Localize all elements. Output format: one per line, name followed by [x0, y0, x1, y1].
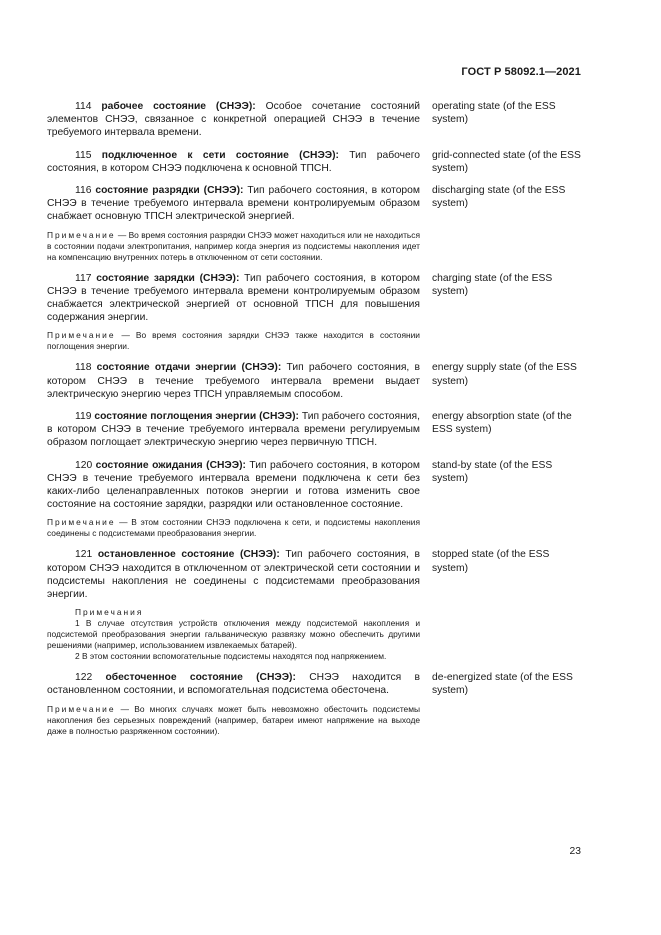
term-number: 118 [75, 362, 92, 374]
term-definition: СНЭЭ находится в остановленном состоянии, и вспомогательная подсистема обесточена. [47, 672, 420, 697]
term-note [47, 704, 420, 737]
term-entry-115 [47, 149, 587, 175]
term-entry-121 [47, 548, 587, 662]
term-text [47, 459, 420, 512]
term-english: stand-by state (of the ESS system) [432, 459, 553, 484]
standard-number: ГОСТ Р 58092.1—2021 [461, 66, 581, 78]
term-definition: Тип рабочего состояния, в котором СНЭЭ в течение требуемого интервала времени выдает электрическую энергию через ТПСН управляемым способом. [47, 362, 420, 400]
note-label: Примечание [47, 517, 116, 528]
term-definition: Тип рабочего состояния, в котором СНЭЭ в течение требуемого интервала времени контролируемым образом снабжается электрической энергией от основной ТПСН для повышения содержания энергии. [47, 272, 420, 324]
term-russian [47, 410, 420, 450]
term-english: operating state (of the ESS system) [432, 101, 556, 126]
term-definition: Особое сочетание состояний элементов СНЭЭ, связанное с конкретной операцией СНЭЭ в течение требуемого интервала времени. [47, 101, 421, 139]
term-note [47, 230, 420, 263]
note-text: — Во многих случаях может быть невозможно обесточить подсистемы накопления без серьезных повреждений (например, батареи имеют напряжение на выходе даже в полностью разряженном состоянии). [47, 703, 420, 736]
term-definition: Тип рабочего состояния, в котором СНЭЭ в течение требуемого интервала времени контролируемым образом снабжает основную ТПСН электрической энергией. [47, 185, 420, 223]
terms-list [47, 100, 587, 746]
term-russian [47, 272, 420, 353]
term-english: grid-connected state (of the ESS system) [432, 149, 581, 174]
term-number: 120 [75, 459, 93, 471]
term-entry-117 [47, 272, 587, 353]
term-name: подключенное к сети состояние (СНЭЭ): [101, 149, 339, 161]
page-number: 23 [569, 846, 581, 857]
note-item-2: 2 В этом состоянии вспомогательные подсистемы находятся под напряжением. [75, 651, 387, 662]
term-text [47, 361, 420, 401]
term-entry-120 [47, 459, 587, 540]
term-text [47, 548, 420, 601]
term-russian [47, 149, 420, 175]
term-russian [47, 100, 420, 140]
term-number: 115 [75, 149, 92, 161]
term-text [47, 410, 420, 450]
term-entry-114 [47, 100, 587, 140]
term-definition: Тип рабочего состояния, в котором СНЭЭ подключена к основной ТПСН. [47, 149, 420, 174]
term-english: charging state (of the ESS system) [432, 272, 553, 297]
term-russian [47, 671, 420, 736]
term-number: 116 [75, 185, 92, 197]
note-text: — Во время состояния разрядки СНЭЭ может находиться или не находиться в состоянии подачи электропитания, например когда энергия из подсистемы накопления идет на компенсацию внутренних потерь в отключенном от сети состоянии. [47, 229, 420, 262]
note-label: Примечание [47, 330, 116, 341]
notes-title: Примечания [75, 607, 144, 618]
term-english: energy supply state (of the ESS system) [432, 362, 577, 387]
term-entry-116 [47, 184, 587, 263]
term-number: 114 [75, 101, 92, 112]
term-name: состояние зарядки (СНЭЭ): [96, 272, 240, 284]
term-name: обесточенное состояние (СНЭЭ): [105, 672, 296, 684]
term-text [47, 100, 420, 140]
term-note [47, 517, 420, 539]
note-label: Примечание [47, 229, 116, 240]
term-english: energy absorption state (of the ESS system) [432, 411, 572, 436]
term-english: discharging state (of the ESS system) [432, 185, 566, 210]
term-text [47, 671, 420, 697]
term-number: 122 [75, 672, 93, 684]
term-number: 119 [75, 411, 92, 423]
term-text [47, 272, 420, 325]
note-item-1: 1 В случае отсутствия устройств отключения между подсистемой накопления и подсистемой преобразования энергии гальваническую развязку можно обеспечить другими решениями (например, использованием извлекаемых батарей). [47, 618, 420, 651]
term-note [47, 330, 420, 352]
term-russian [47, 548, 420, 662]
term-number: 117 [75, 272, 92, 284]
term-name: состояние поглощения энергии (СНЭЭ): [94, 411, 299, 423]
note-text: — В этом состоянии СНЭЭ подключена к сети, и подсистемы накопления соединены с подсистемами преобразования энергии. [47, 517, 420, 539]
term-name: остановленное состояние (СНЭЭ): [97, 549, 280, 561]
term-english: stopped state (of the ESS system) [432, 549, 550, 574]
term-definition: Тип рабочего состояния, в котором СНЭЭ в течение требуемого интервала времени регулируемым образом поглощает электрическую энергию через первичную ТПСН. [47, 411, 420, 449]
term-russian [47, 361, 420, 401]
term-definition: Тип рабочего состояния, в котором СНЭЭ в течение требуемого интервала времени подключена к сети без каких-либо целенаправленных потоков энергии и готова изменить свое состояние на состояние зарядки, разрядки или остановленное состояние. [47, 459, 420, 511]
term-entry-118 [47, 361, 587, 401]
term-text [47, 184, 420, 224]
term-entry-119 [47, 410, 587, 450]
term-russian [47, 184, 420, 263]
term-number: 121 [75, 549, 93, 561]
note-text: — Во время состояния зарядки СНЭЭ также находится в состоянии поглощения энергии. [47, 330, 420, 352]
note-label: Примечание [47, 703, 116, 714]
term-english: de-energized state (of the ESS system) [432, 672, 573, 697]
term-name: рабочее состояние (СНЭЭ): [101, 101, 256, 112]
term-entry-122 [47, 671, 587, 736]
term-name: состояние ожидания (СНЭЭ): [95, 459, 246, 471]
term-text [47, 149, 420, 175]
term-name: состояние отдачи энергии (СНЭЭ): [96, 362, 282, 374]
term-russian [47, 459, 420, 540]
term-definition: Тип рабочего состояния, в котором СНЭЭ находится в отключенном от электрической сети состоянии и подсистемы накопления не соединены с подсистемами преобразования энергии. [47, 549, 420, 601]
term-name: состояние разрядки (СНЭЭ): [95, 185, 244, 197]
